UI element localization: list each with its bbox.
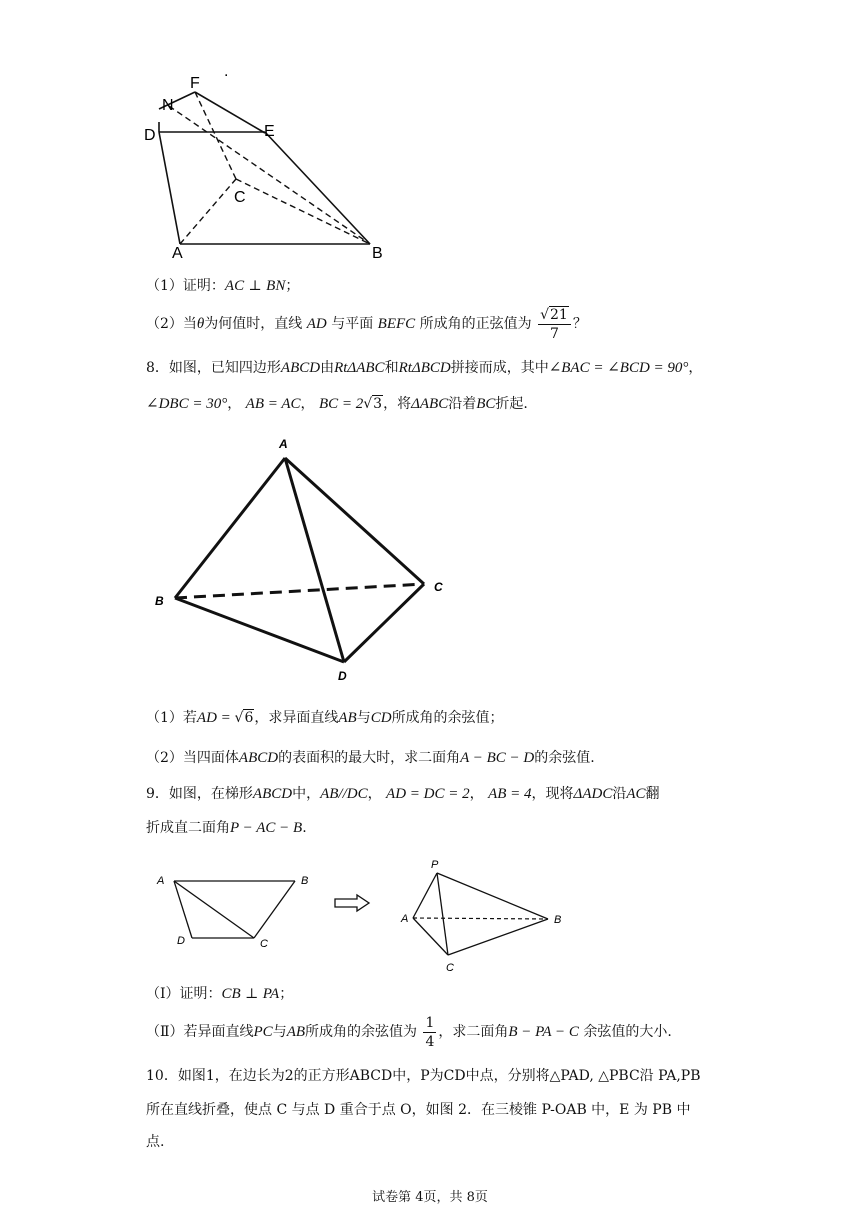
- q9-line1: 9．如图，在梯形ABCD中，AB//DC， AD = DC = 2， AB = 4，现将ΔADC沿AC翻: [146, 786, 660, 802]
- label-A: A: [279, 437, 288, 451]
- q7-part1: （1）证明：AC ⊥ BN；: [146, 278, 300, 294]
- label-P-right: P: [431, 859, 439, 871]
- label-B-right: B: [554, 914, 562, 926]
- label-A: A: [172, 245, 183, 262]
- label-N: N: [162, 97, 174, 114]
- q8-part2: （2）当四面体ABCD的表面积的最大时，求二面角A − BC − D的余弦值.: [146, 750, 595, 766]
- figure-q9-trapezoid-fold: [150, 852, 580, 978]
- q9-part1: （Ⅰ）证明：CB ⊥ PA；: [146, 986, 294, 1002]
- label-B: B: [155, 594, 164, 608]
- page-footer: 试卷第 4页，共 8页: [372, 1190, 488, 1205]
- label-D: D: [338, 669, 347, 683]
- label-C: C: [434, 580, 443, 594]
- label-F: F: [190, 75, 200, 92]
- fraction-1-over-4: $\frac{1}{4}$: [425, 1014, 435, 1050]
- q9-part2: （Ⅱ）若异面直线PC与AB所成角的余弦值为 $\frac{1}{4}$ ，求二面角B − PA − C 余弦值的大小.: [146, 1014, 672, 1050]
- label-C-left: C: [260, 938, 268, 950]
- q10-line2: 所在直线折叠，使点 C 与点 D 重合于点 O，如图 2．在三棱锥 P-OAB 中，E 为 PB 中: [146, 1102, 691, 1118]
- label-D: D: [144, 127, 156, 144]
- q10-line3: 点.: [146, 1134, 165, 1150]
- label-dot: .: [224, 66, 229, 80]
- label-A-right: A: [401, 913, 409, 925]
- label-D-left: D: [177, 935, 185, 947]
- label-A-left: A: [157, 875, 165, 887]
- label-B-left: B: [301, 875, 309, 887]
- q8-line2: ∠DBC = 30°， AB = AC， BC = 2√3，将ΔABC沿着BC折起.: [146, 396, 528, 412]
- figure-q8-tetrahedron: [145, 430, 455, 690]
- figure-q7-prism: [140, 66, 400, 262]
- q9-line2: 折成直二面角P − AC − B.: [146, 820, 307, 836]
- label-E: E: [264, 123, 275, 140]
- fraction-sqrt21-over-7: $\frac{√21}{7}$: [538, 306, 571, 343]
- q7-part2: （2）当θ为何值时，直线 AD 与平面 BEFC 所成角的正弦值为 $\frac{√21}{7}$ ？: [146, 306, 587, 342]
- label-C-right: C: [446, 962, 454, 974]
- q8-line1: 8．如图，已知四边形ABCD由RtΔABC和RtΔBCD拼接而成，其中∠BAC = ∠BCD = 90°，: [146, 360, 703, 376]
- q10-line1: 10．如图1，在边长为2的正方形ABCD中，P为CD中点，分别将△PAD, △PBC沿 PA,PB: [146, 1068, 701, 1084]
- label-B: B: [372, 245, 383, 262]
- label-C: C: [234, 189, 246, 206]
- q8-part1: （1）若AD = √6，求异面直线AB与CD所成角的余弦值；: [146, 710, 504, 726]
